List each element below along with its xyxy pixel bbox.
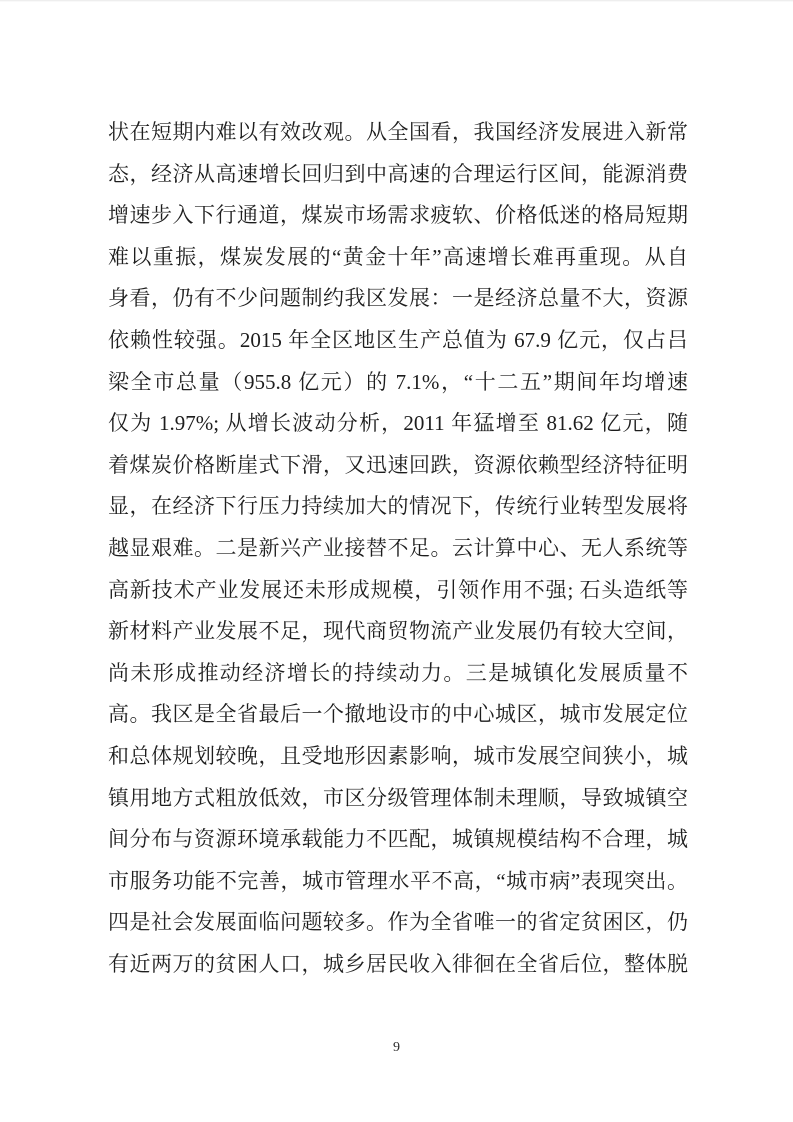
page-number: 9	[393, 1040, 400, 1055]
paragraph-block	[108, 112, 688, 985]
text-line: 越显艰难。二是新兴产业接替不足。云计算中心、无人系统等	[108, 535, 688, 560]
text-line: 梁全市总量（955.8 亿元）的 7.1%，“十二五”期间年均增速	[108, 369, 688, 394]
text-line: 间分布与资源环境承载能力不匹配，城镇规模结构不合理，城	[108, 827, 688, 852]
page-footer	[0, 1038, 793, 1056]
text-line: 依赖性较强。2015 年全区地区生产总值为 67.9 亿元，仅占吕	[108, 327, 688, 352]
text-line: 身看，仍有不少问题制约我区发展：一是经济总量不大，资源	[108, 286, 688, 311]
text-line: 仅为 1.97%; 从增长波动分析，2011 年猛增至 81.62 亿元，随	[108, 411, 688, 436]
scan-edge-artifact	[0, 0, 793, 2]
text-line: 市服务功能不完善，城市管理水平不高，“城市病”表现突出。	[108, 868, 688, 893]
text-line: 增速步入下行通道，煤炭市场需求疲软、价格低迷的格局短期	[108, 203, 688, 228]
text-line: 显，在经济下行压力持续加大的情况下，传统行业转型发展将	[108, 494, 688, 519]
text-line: 难以重振，煤炭发展的“黄金十年”高速增长难再重现。从自	[108, 244, 688, 269]
text-line: 镇用地方式粗放低效，市区分级管理体制未理顺，导致城镇空	[108, 785, 688, 810]
text-line: 态，经济从高速增长回归到中高速的合理运行区间，能源消费	[108, 161, 688, 186]
text-line: 四是社会发展面临问题较多。作为全省唯一的省定贫困区，仍	[108, 910, 688, 935]
text-line: 着煤炭价格断崖式下滑，又迅速回跌，资源依赖型经济特征明	[108, 452, 688, 477]
text-line: 高。我区是全省最后一个撤地设市的中心城区，城市发展定位	[108, 702, 688, 727]
text-line: 新材料产业发展不足，现代商贸物流产业发展仍有较大空间，	[108, 619, 688, 644]
text-line: 和总体规划较晚，且受地形因素影响，城市发展空间狭小，城	[108, 743, 688, 768]
text-line: 状在短期内难以有效改观。从全国看，我国经济发展进入新常	[108, 120, 688, 144]
text-line: 尚未形成推动经济增长的持续动力。三是城镇化发展质量不	[108, 660, 688, 685]
text-line: 有近两万的贫困人口，城乡居民收入徘徊在全省后位，整体脱	[108, 951, 688, 976]
text-line: 高新技术产业发展还未形成规模，引领作用不强; 石头造纸等	[108, 577, 688, 602]
